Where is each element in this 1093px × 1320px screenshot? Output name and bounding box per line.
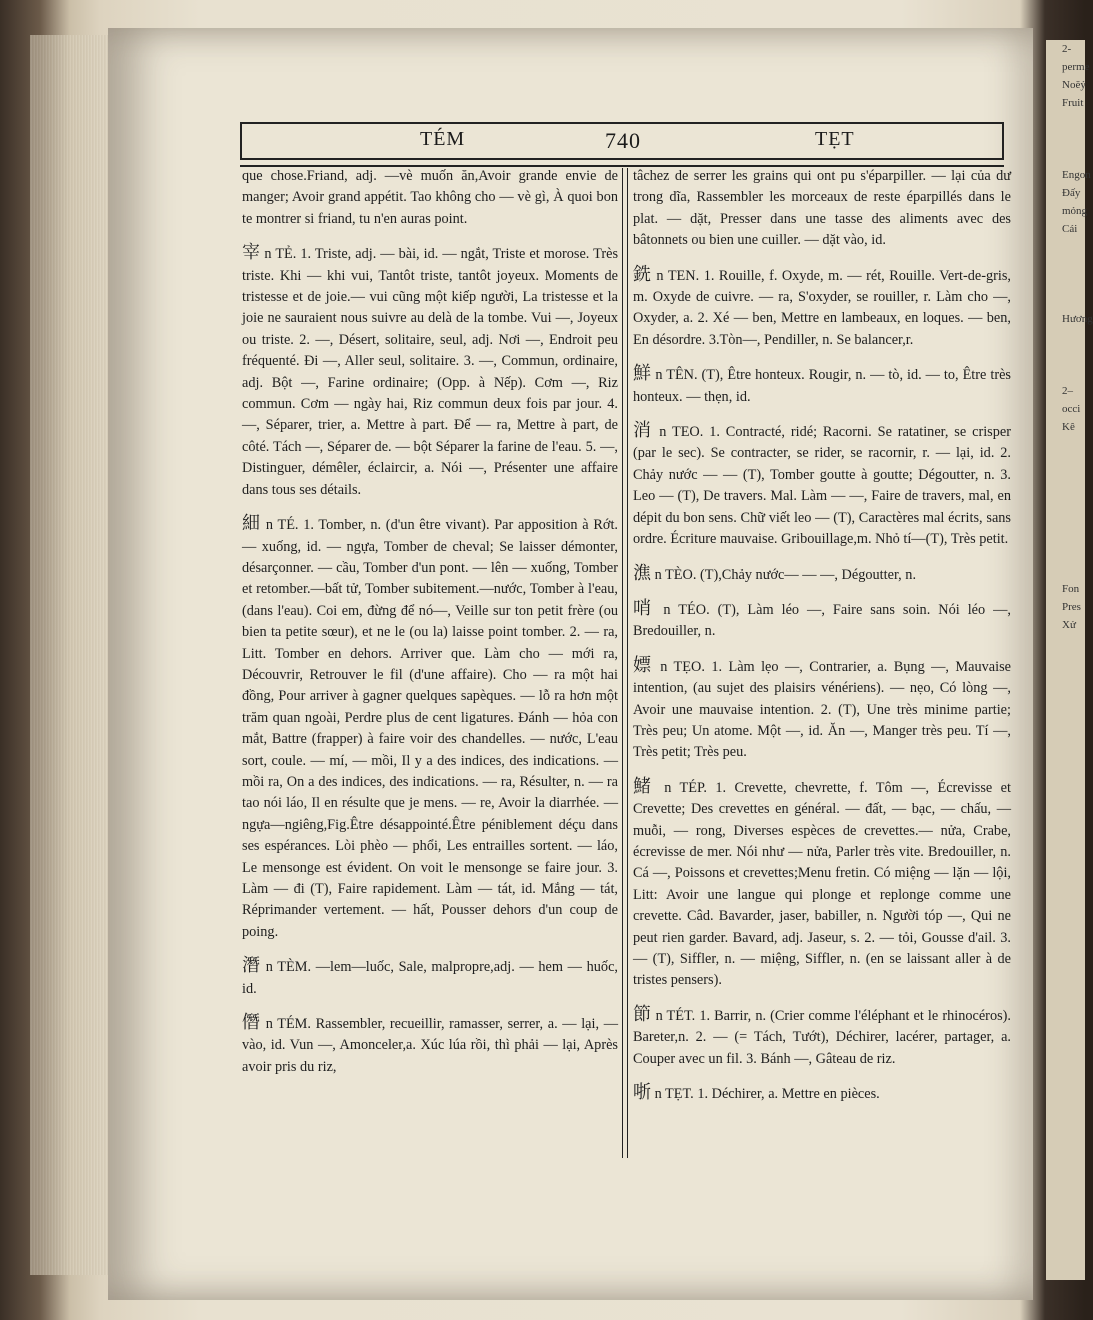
dictionary-entry — [633, 655, 1011, 764]
facing-page-fragment — [1046, 490, 1085, 508]
entry-character: 潐 — [633, 562, 651, 584]
facing-page-fragment: Engon — [1062, 169, 1091, 181]
facing-page-edge — [1046, 40, 1093, 1280]
facing-page-fragment: perme — [1062, 61, 1090, 73]
dictionary-entry — [242, 1012, 618, 1078]
header-left-word: TÉM — [420, 128, 466, 150]
entry-text: tâchez de serrer les grains qui ont pu s'éparpiller. — lại của dư trong dĩa, Rassembler les morceaux de reste éparpillés dans le plat. — dặt, Presser dans une tasse des aliments avec des bâtonnets ou bien une cuiller. — dặt vào, id. — [633, 168, 1011, 249]
facing-page-fragment — [1046, 508, 1085, 526]
facing-page-fragment — [1046, 292, 1085, 310]
facing-page-fragment — [1046, 256, 1085, 274]
entry-text: n TẸO. 1. Làm lẹo —, Contrarier, a. Bụng —, Mauvaise intention, (au sujet des plaisirs vénériens). — nẹo, Có lòng —, Avoir une mauvaise intention. 2. (T), Une très minime partie; Très peu; Un atome. Một —, id. Ăn —, Manger très peu. Tí —, Très petit; Très peu. — [633, 658, 1011, 761]
facing-page-fragment — [1046, 436, 1085, 454]
entry-character: 哨 — [633, 597, 656, 619]
dictionary-entry — [633, 563, 1011, 586]
facing-page-fragment — [1046, 454, 1085, 472]
facing-page-fragment: Cái — [1062, 223, 1078, 235]
facing-page-fragment: 2- — [1062, 43, 1072, 55]
entry-character: 宰 — [242, 242, 261, 264]
facing-page-fragment — [1046, 544, 1085, 562]
facing-page-fragment — [1046, 526, 1085, 544]
entry-text: n TÊN. (T), Être honteux. Rougir, n. — tò, id. — to, Être très honteux. — thẹn, id. — [633, 367, 1011, 405]
dictionary-entry — [633, 598, 1011, 643]
dictionary-entry — [633, 776, 1011, 992]
dictionary-entry — [633, 264, 1011, 352]
facing-page-fragment: 2– — [1062, 385, 1073, 397]
facing-page-fragment: Xử — [1062, 619, 1076, 631]
facing-page-fragment — [1046, 130, 1085, 148]
facing-page-fragment: Kê — [1062, 421, 1075, 433]
facing-page-fragment — [1046, 328, 1085, 346]
dictionary-entry — [633, 1004, 1011, 1070]
dictionary-entry — [242, 513, 618, 943]
entry-text: n TEO. 1. Contracté, ridé; Racorni. Se ratatiner, se crisper (par le sec). Se contracter, se rider, se racornir, r. — lại, id. 2. Chảy nước — — (T), Tomber goutte à goutte; Dégoutter, n. 3. Leo — (T), De travers. Mal. Làm — —, Faire de travers, mal, en dépit du bon sens. Chữ viết leo — (T), Caractères mal écrits, sans ordre. Écriture mauvaise. Gribouillage,m. Nhỏ tí—(T), Très petit. — [633, 424, 1011, 548]
facing-page-fragment — [1046, 274, 1085, 292]
facing-page-fragment — [1046, 472, 1085, 490]
dictionary-entry — [242, 242, 618, 501]
page-number: 740 — [605, 128, 641, 153]
facing-page-fragment — [1046, 238, 1085, 256]
header-right-word: TẸT — [815, 128, 855, 150]
dictionary-entry — [633, 1082, 1011, 1105]
facing-page-fragment — [1046, 148, 1085, 166]
entry-continuation — [242, 166, 618, 230]
left-column — [242, 166, 618, 1090]
facing-page-fragment: Fruit — [1062, 97, 1084, 109]
right-column — [633, 166, 1011, 1117]
column-divider — [622, 168, 623, 1158]
entry-continuation — [633, 166, 1011, 252]
column-divider-2 — [627, 168, 628, 1158]
entry-character: 銑 — [633, 263, 652, 285]
facing-page-fragment: Pres — [1062, 601, 1081, 613]
entry-character: 消 — [633, 420, 654, 442]
entry-text: n TEN. 1. Rouille, f. Oxyde, m. — rét, Rouille. Vert-de-gris, m. Oxyde de cuivre. — ra, S'oxyder, se rouiller, r. Làm cho —, Oxyder, a. 2. Xé — ben, Mettre en lambeaux, en loques. — ben, En désordre. 3.Tòn—, Pendiller, n. Se balancer,r. — [633, 267, 1012, 348]
entry-character: 僭 — [242, 1012, 262, 1034]
entry-text: n TÈO. (T),Chảy nước— — —, Dégoutter, n. — [651, 566, 917, 583]
entry-character: 節 — [633, 1003, 652, 1025]
facing-page-fragment: Đấy — [1062, 187, 1081, 199]
facing-page-fragment — [1046, 112, 1085, 130]
entry-character: 細 — [242, 513, 262, 535]
entry-text: que chose.Friand, adj. —vè muốn ăn,Avoir grande envie de manger; Avoir grand appétit. Tao không cho — vè gì, À quoi bon te montrer si friand, tu n'en auras point. — [242, 168, 618, 227]
entry-text: n TÉ. 1. Tomber, n. (d'un être vivant). Par apposition à Rớt. — xuống, id. — ngựa, Tomber de cheval; Se laisser démonter, désarçonner. — cầu, Tomber d'un pont. — lên — xuống, Tomber et retomber.—bất tử, Tomber subitement.—nước, Tomber à l'eau,(dans l'eau). Coi em, đừng để nó—, Veille sur ton petit frère (ou bien ta petite sœur), et ne le (ou la) laisse point tomber. 2. — ra, Litt. Tomber en dehors. Arriver que. Làm cho — mới ra, Découvrir, Retrouver le fil (d'une affaire). Cho — ra một hai đồng, Pour arriver à gagner quelques sapèques. — lỗ ra hơn một trăm quan ngoài, Perdre plus de cent ligatures. Đánh — hỏa con mắt, Battre (frapper) à faire voir des chandelles. — nước, L'eau sort, coule. — mí, — mồi, Il y a des indices, des indications. — mồi ra, On a des indices, des indications. — ra, Résulter, n. — ra tao nói láo, Il en résulte que je mens. — re, Avoir la diarrhée. —ngựa—ngiêng,Fig.Être désappointé.Être péniblement déçu dans ses espérances. Lòi phèo — phổi, Les entrailles sortent. — láo, Le mensonge est évident. On voit le mensonge se faire jour. 3. Làm — đi (T), Faire rapidement. Làm — tát, id. Mắng — tát, Réprimander vertement. — hất, Pousser dehors d'un coup de poing. — [242, 517, 618, 940]
facing-page-fragment: Noĕỷ — [1062, 79, 1086, 91]
entry-character: 鮮 — [633, 363, 652, 385]
facing-page-fragment — [1046, 562, 1085, 580]
entry-text: n TẺ. 1. Triste, adj. — bài, id. — ngắt, Triste et morose. Très triste. Khi — khi vui, Tantôt triste, tantôt joyeux. Moments de tristesse et de joie.— vui cũng một kiếp người, La tristesse et la joie ne sauraient nous suivre au delà de la tombe. Vui —, Joyeux ou triste. 2. —, Désert, solitaire, seul, adj. Nơi —, Endroit peu fréquenté. Đi —, Aller seul, solitaire. 3. —, Commun, ordinaire, adj. Bột —, Farine ordinaire; (Opp. à Nếp). Cơm —, Riz commun. Cơm — ngày hai, Riz commun deux fois par jour. 4. —, Séparer, trier, a. Mettre à part. Để — ra, Mettre à part, de côté. Tách —, Séparer de. — bột Séparer la farine de l'eau. 5. —, Distinguer, démêler, éclaircir, a. Nói —, Présenter une affaire dans tous ses détails. — [242, 246, 619, 498]
entry-text: n TÉP. 1. Crevette, chevrette, f. Tôm —, Écrevisse et Crevette; Des crevettes en général. — đất, — bạc, — chấu, — muỗi, — rong, Diverses espèces de crevettes.— nửa, Crabe, écrevisse de mer. Nói như — nửa, Parler très vite. Bredouiller, n. Cá —, Poissons et crevettes;Menu fretin. Có miệng — lặn — lội, Litt: Avoir une langue qui plonge et replonge comme une crevette. Câd. Bavarder, jaser, babiller, n. Người tóp —, Qui ne peut rien garder. Bavard, adj. Jaseur, s. 2. — tỏi, Gousse d'ail. 3. — (T), Siffler, n. — miệng, Siffler, n. (en se laissant aller à de tristes pensers). — [633, 779, 1011, 989]
facing-page-fragment: Fon — [1062, 583, 1080, 595]
page-edges — [30, 35, 110, 1275]
entry-character: 潛 — [242, 955, 262, 977]
entry-character: 嫖 — [633, 654, 654, 676]
facing-page-fragment: mỏng — [1062, 205, 1088, 217]
entry-character: 哳 — [633, 1082, 651, 1104]
facing-page-fragment — [1046, 364, 1085, 382]
dictionary-entry — [633, 363, 1011, 408]
dictionary-entry — [242, 955, 618, 1000]
facing-page-fragment: occi — [1062, 403, 1081, 415]
facing-page-fragment: Hương — [1062, 313, 1093, 325]
entry-character: 鯺 — [633, 775, 656, 797]
entry-text: n TÈM. —lem—luốc, Sale, malpropre,adj. — hem — huốc, id. — [242, 959, 618, 997]
entry-text: n TÉT. 1. Barrir, n. (Crier comme l'éléphant et le rhinocéros). Bareter,n. 2. — (= Tách, Tướt), Déchirer, lacérer, partager, a. Couper avec un fil. 3. Bánh —, Gâteau de riz. — [633, 1007, 1011, 1067]
dictionary-entry — [633, 420, 1011, 550]
entry-text: n TÉO. (T), Làm léo —, Faire sans soin. Nói léo —, Bredouiller, n. — [633, 601, 1012, 640]
entry-text: n TẸT. 1. Déchirer, a. Mettre en pièces. — [651, 1086, 880, 1103]
facing-page-fragment — [1046, 346, 1085, 364]
entry-text: n TÉM. Rassembler, recueillir, ramasser, serrer, a. — lại, — vào, id. Vun —, Amonceler,a. Xúc lúa rồi, thì phải — lại, Après avoir pris du riz, — [242, 1016, 619, 1075]
